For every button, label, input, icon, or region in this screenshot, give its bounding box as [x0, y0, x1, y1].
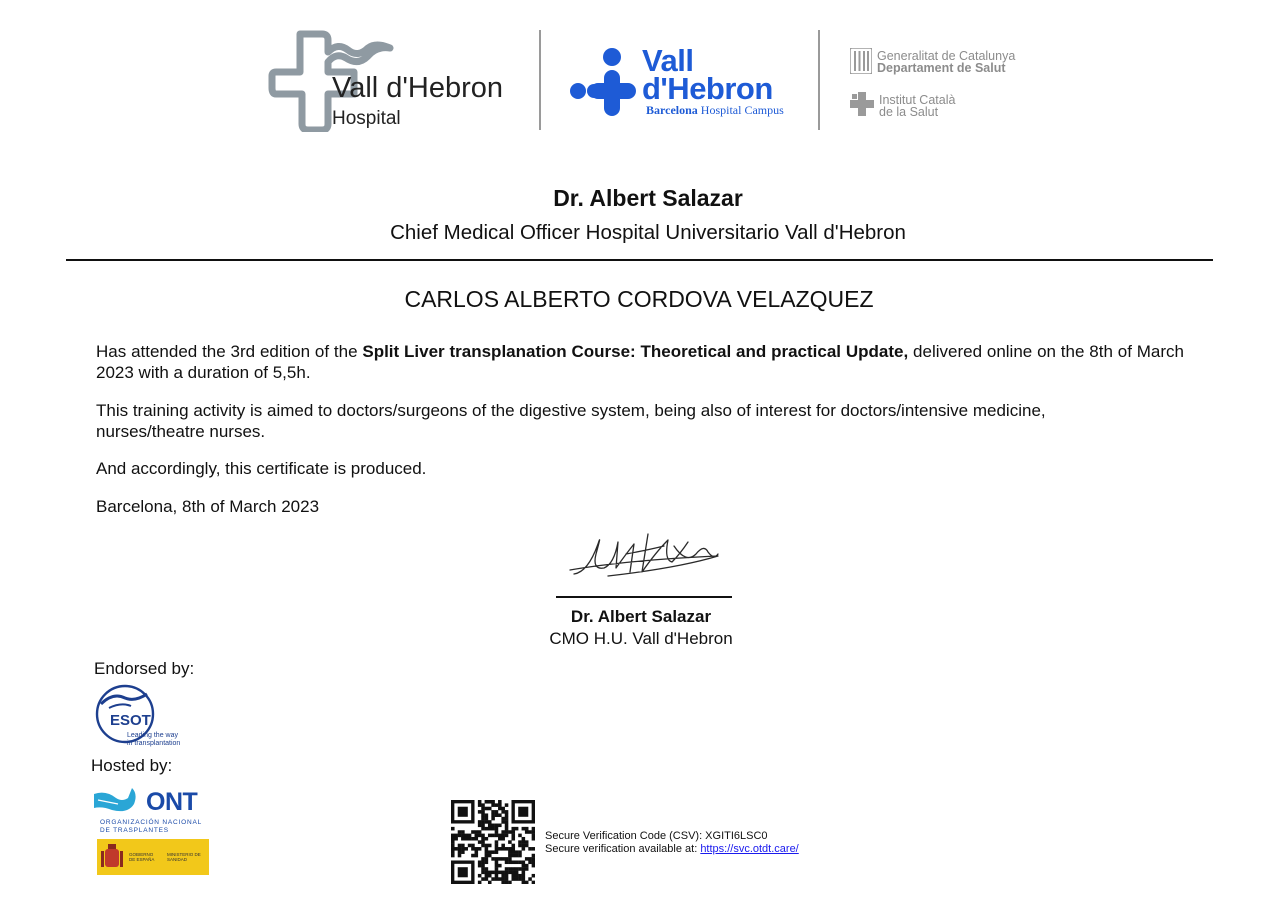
- verification-link[interactable]: https://svc.otdt.care/: [700, 843, 799, 855]
- gencat-stripes-icon: [850, 48, 872, 74]
- handwritten-signature: [568, 524, 728, 584]
- attendance-text-pre: Has attended the 3rd edition of the: [96, 342, 363, 361]
- hospital-logo-sub: Hospital: [332, 108, 401, 129]
- audience-paragraph: This training activity is aimed to doctors/surgeons of the digestive system, being also of interest for doctors/intensive medicine, nurses/theatre nurses.: [96, 401, 1046, 441]
- campus-logo-line2: d'Hebron: [642, 71, 773, 106]
- campus-logo-sub: [646, 103, 784, 118]
- gencat-logo: [850, 48, 1020, 76]
- endorsed-label: Endorsed by:: [94, 659, 195, 678]
- vall-hebron-campus-logo: [568, 43, 804, 120]
- spain-coat-of-arms-icon: [101, 843, 123, 871]
- ics-logo: [850, 92, 1000, 120]
- ics-line2: de la Salut: [879, 105, 939, 119]
- signature-line: [556, 596, 732, 598]
- esot-name: ESOT: [110, 712, 151, 729]
- issuer-name: Dr. Albert Salazar: [553, 185, 743, 211]
- esot-tagline-1: Leading the way: [127, 732, 178, 739]
- header-divider-1: [539, 30, 541, 130]
- campus-logo-sub-bold: Barcelona: [646, 103, 698, 117]
- qr-code: [451, 800, 535, 884]
- gobierno-ministerio-logo: [97, 839, 209, 875]
- gencat-line1: Generalitat de Catalunya: [877, 49, 1016, 63]
- ont-name: ONT: [146, 788, 198, 816]
- gobierno-text: GOBIERNO DE ESPAÑA: [129, 852, 155, 862]
- campus-logo-line1: Vall: [642, 43, 694, 78]
- ics-line1: Institut Català: [879, 93, 956, 107]
- verification-url-prefix: Secure verification available at:: [545, 843, 701, 855]
- campus-logo-sub-regular: Hospital Campus: [700, 103, 784, 117]
- signatory-role: CMO H.U. Vall d'Hebron: [549, 629, 733, 648]
- verification-code: Secure Verification Code (CSV): XGITI6LSC0: [545, 830, 768, 842]
- place-date: Barcelona, 8th of March 2023: [96, 497, 320, 516]
- attendance-paragraph: [96, 341, 1184, 383]
- header-rule: [66, 259, 1213, 261]
- vall-hebron-hospital-logo: [268, 28, 518, 132]
- issuer-title: Chief Medical Officer Hospital Universitario Vall d'Hebron: [390, 221, 906, 244]
- course-title: Split Liver transplanation Course: Theoretical and practical Update,: [362, 342, 909, 361]
- ics-cross-icon: [850, 92, 874, 116]
- ont-subtitle-2: DE TRASPLANTES: [100, 827, 169, 834]
- ministerio-text: MINISTERIO DE SANIDAD: [167, 852, 201, 862]
- ont-logo: [92, 784, 212, 836]
- hosted-label: Hosted by:: [91, 756, 173, 775]
- campus-cross-icon: [568, 46, 640, 118]
- hospital-logo-name: Vall d'Hebron: [332, 72, 504, 104]
- gencat-line2: Departament de Salut: [877, 61, 1006, 75]
- esot-logo: [95, 682, 195, 748]
- certificate-statement: And accordingly, this certificate is produced.: [96, 459, 427, 478]
- esot-tagline-2: in transplantation: [127, 740, 181, 747]
- attendance-text-post: delivered online on the 8th of March 2023 with a duration of 5,5h.: [96, 342, 1184, 382]
- ont-subtitle-1: ORGANIZACIÓN NACIONAL: [100, 819, 203, 826]
- recipient-name: CARLOS ALBERTO CORDOVA VELAZQUEZ: [404, 286, 874, 312]
- verification-url-line: [545, 843, 799, 855]
- ont-hands-icon: [92, 784, 148, 818]
- signatory-name: Dr. Albert Salazar: [570, 607, 712, 626]
- header-divider-2: [818, 30, 820, 130]
